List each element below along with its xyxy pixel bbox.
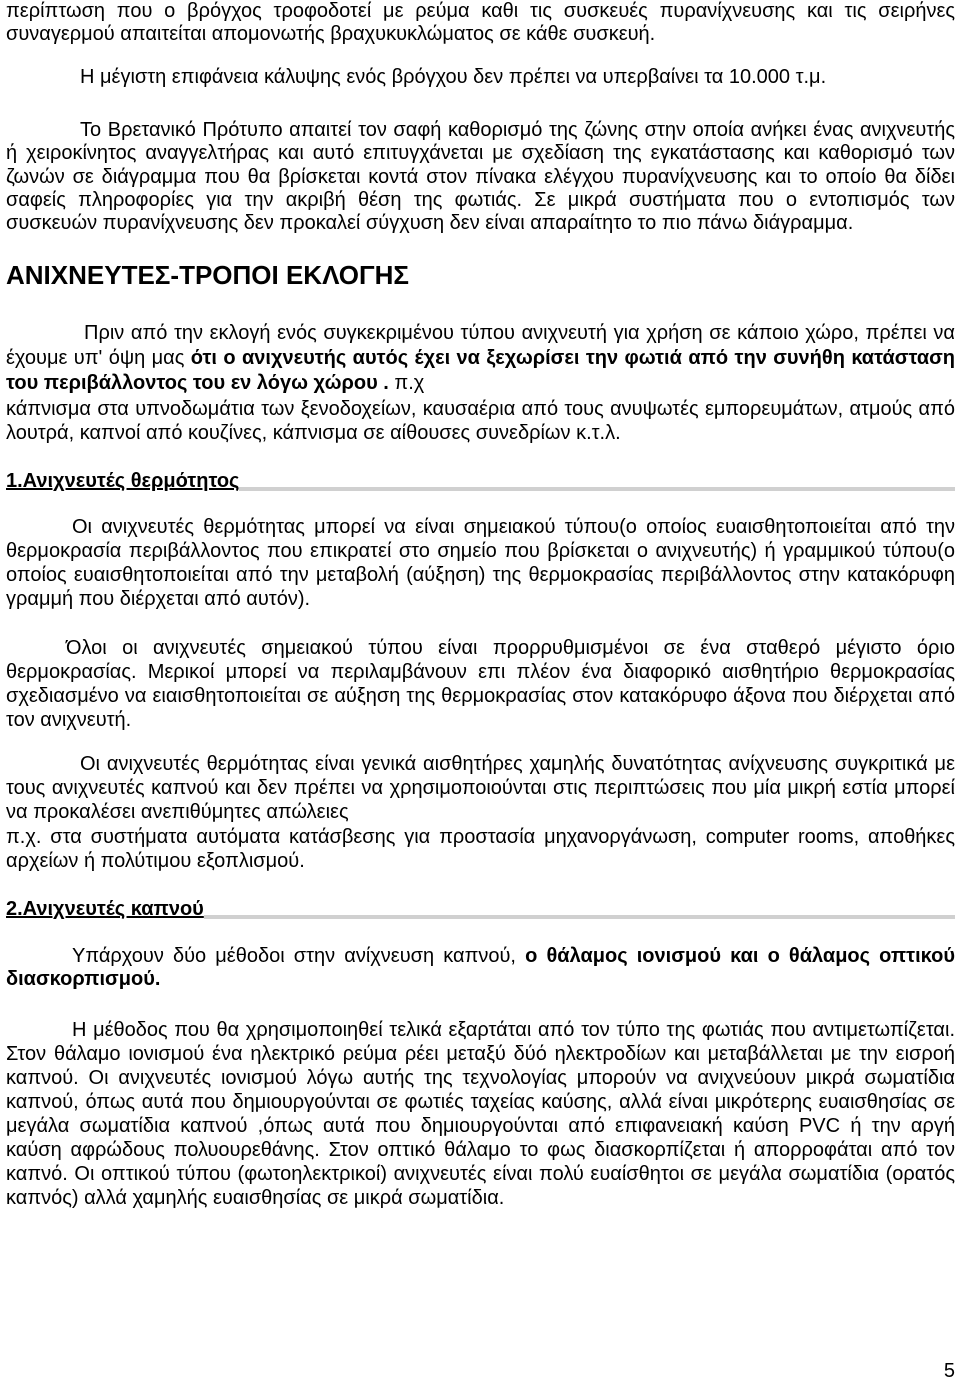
british-standard-paragraph: Το Βρετανικό Πρότυπο απαιτεί τον σαφή καθορισμό της ζώνης στην οποία ανήκει ένας ανιχνευτής ή χειροκίνητος αναγγελτήρας και αυτό επιτυγχάνεται με σχεδίαση της εγκατάστασης και καθορισμό των ζωνών σε διάγραμμα που θα βρίσκεται κοντά στον πίνακα ελέγχου πυρανίχνευσης και το οποίο θα δίδει σαφείς πληροφορίες για την ακριβή θέση της φωτιάς. Σε μικρά συστήματα που ο εντοπισμός των συσκευών πυρανίχνευσης δεν προκαλεί σύγχυση δεν είναι απαραίτητο το πιο πάνω διάγραμμα.	[6, 118, 955, 235]
smoke-detectors-heading-text: 2.Ανιχνευτές καπνού	[6, 897, 204, 920]
heat-detectors-example-paragraph: π.χ. στα συστήματα αυτόματα κατάσβεσης για προστασία μηχανοργάνωση, computer rooms, αποθήκες αρχείων ή πολύτιμου εξοπλισμού.	[6, 825, 955, 872]
selection-lead-text: Πριν από την εκλογή ενός συγκεκριμένου τύπου ανιχνευτή για χρήση σε κάποιο χώρο, πρέπει να έχουμε υπ' όψη μας	[6, 321, 955, 369]
heat-detectors-heading-text: 1.Ανιχνευτές θερμότητος	[6, 469, 240, 492]
examples-paragraph: κάπνισμα στα υπνοδωμάτια των ξενοδοχείων, καυσαέρια από τους ανυψωτές εμπορευμάτων, ατμούς από λουτρά, καπνοί από κουζίνες, κάπνισμα σε αίθουσες συνεδρίων κ.τ.λ.	[6, 397, 955, 444]
page-body	[6, 0, 955, 1210]
intro-paragraph: περίπτωση που ο βρόγχος τροφοδοτεί με ρεύμα καθι τις συσκευές πυρανίχνευσης και τις σειρήνες συναγερμού απαιτείται απομονωτής βραχυκυκλώματος σε κάθε συσκευή.	[6, 0, 955, 46]
smoke-methods-lead-text: Υπάρχουν δύο μέθοδοι στην ανίχνευση καπνού,	[72, 944, 526, 967]
page-number: 5	[943, 1360, 955, 1382]
section-heading: ΑΝΙΧΝΕΥΤΕΣ-ΤΡΟΠΟΙ ΕΚΛΟΓΗΣ	[6, 259, 409, 290]
heat-detectors-sensitivity-paragraph: Οι ανιχνευτές θερμότητας είναι γενικά αισθητήρες χαμηλής δυνατότητας ανίχνευσης συγκριτικά με τους ανιχνευτές καπνού και δεν πρέπει να χρησιμοποιούνται στις περιπτώσεις που μία μικρή εστία μπορεί να προκαλέσει ανεπιθύμητες απώλειες	[6, 752, 955, 823]
selection-emphasis-text: ότι ο ανιχνευτής αυτός έχει να ξεχωρίσει την φωτιά από την συνήθη κατάσταση του περιβάλλοντος του εν λόγω χώρου .	[6, 346, 956, 394]
heading-rule	[239, 487, 955, 491]
heat-detectors-heading	[6, 469, 955, 493]
selection-paragraph	[6, 321, 955, 396]
smoke-method-details-paragraph: Η μέθοδος που θα χρησιμοποιηθεί τελικά εξαρτάται από τον τύπο της φωτιάς που αντιμετωπίζεται. Στον θάλαμο ιονισμού ένα ηλεκτρικό ρεύμα ρέει μεταξύ δύό ηλεκτροδίων και μεταβάλλεται με την εισροή καπνού. Οι ανιχνευτές ιονισμού λόγω αυτής της τεχνολογίας μπορούν να ανιχνεύουν μικρά σωματίδια καπνού, όπως αυτά που δημιουργούνται σε φωτιές ταχείας καύσης, αλλά είναι μικρότερης ευαισθησίας σε μεγάλα σωματίδια καπνού ,όπως αυτά που δημιουργούνται από επιφανειακή καύση PVC ή την αργή καύση αφρώδους πολυουρεθάνης. Στον οπτικό θάλαμο το φως διασκορπίζεται ή απορροφάται από τον καπνό. Οι οπτικού τύπου (φωτοηλεκτρικοί) ανιχνευτές είναι πολύ ευαίσθητοι σε μεγάλα σωματίδια (ορατός καπνός) αλλά χαμηλής ευαισθησίας σε μικρά σωματίδια.	[6, 1018, 955, 1209]
selection-tail-text: π.χ	[388, 371, 425, 394]
heat-detectors-types-paragraph: Οι ανιχνευτές θερμότητας μπορεί να είναι σημειακού τύπου(ο οποίος ευαισθητοποιείται από την θερμοκρασία περιβάλλοντος που επικρατεί στο σημείο που βρίσκεται ο ανιχνευτής) ή γραμμικού τύπου(ο οποίος ευαισθητοποιείται από την μεταβολή (αύξηση) της θερμοκρασίας περιβάλλοντος στην κατακόρυφη γραμμή που διέρχεται από αυτόν).	[6, 515, 955, 610]
smoke-methods-emphasis-text: ο θάλαμος ιονισμού και ο θάλαμος οπτικού διασκορπισμού.	[6, 944, 955, 991]
smoke-detectors-heading	[6, 897, 955, 921]
smoke-methods-paragraph	[6, 945, 955, 992]
coverage-paragraph: Η μέγιστη επιφάνεια κάλυψης ενός βρόγχου δεν πρέπει να υπερβαίνει τα 10.000 τ.μ.	[80, 65, 827, 88]
heading-rule	[204, 915, 955, 919]
heat-detectors-preset-paragraph: Όλοι οι ανιχνευτές σημειακού τύπου είναι προρρυθμισμένοι σε ένα σταθερό μέγιστο όριο θερμοκρασίας. Μερικοί μπορεί να περιλαμβάνουν επι πλέον ένα διαφορικό αισθητήριο θερμοκρασίας σχεδιασμένο να ειαισθητοποιείται σε αύξηση της θερμοκρασίας στον κατακόρυφο άξονα που διέρχεται από τον ανιχνευτή.	[6, 636, 955, 731]
